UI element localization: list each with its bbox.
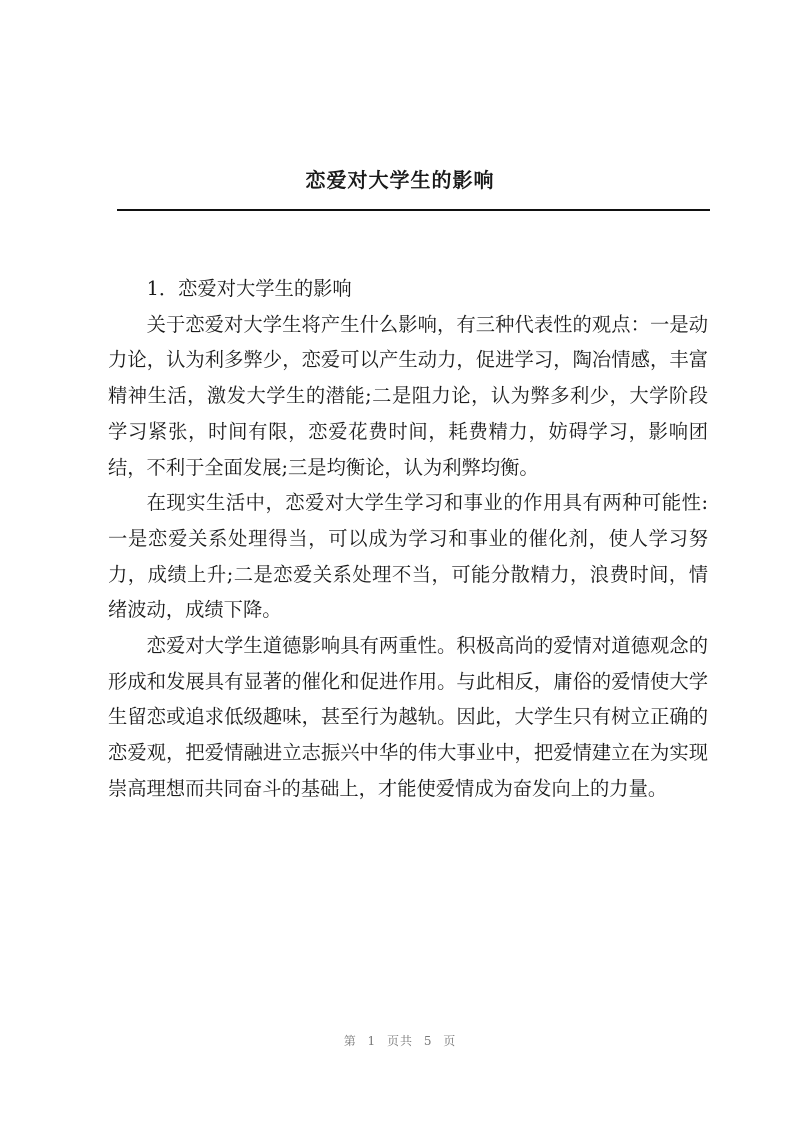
paragraph-2: 在现实生活中，恋爱对大学生学习和事业的作用具有两种可能性:一是恋爱关系处理得当，可以成为学习和事业的催化剂，使人学习努力，成绩上升;二是恋爱关系处理不当，可能分散精力，浪费时间，情绪波动，成绩下降。 <box>108 491 708 622</box>
title-underline <box>117 209 710 211</box>
section-heading: 1．恋爱对大学生的影响 <box>146 277 352 300</box>
paragraph-3: 恋爱对大学生道德影响具有两重性。积极高尚的爱情对道德观念的形成和发展具有显著的催化和促进作用。与此相反，庸俗的爱情使大学生留恋或追求低级趣味，甚至行为越轨。因此，大学生只有树立正确的恋爱观，把爱情融进立志振兴中华的伟大事业中，把爱情建立在为实现崇高理想而共同奋斗的基础上，才能使爱情成为奋发向上的力量。 <box>108 634 708 800</box>
document-body <box>108 271 708 807</box>
page-footer: 第 1 页共 5 页 <box>343 1034 457 1048</box>
document-title: 恋爱对大学生的影响 <box>305 168 495 192</box>
paragraph-1: 关于恋爱对大学生将产生什么影响，有三种代表性的观点：一是动力论，认为利多弊少，恋爱可以产生动力，促进学习，陶冶情感，丰富精神生活，激发大学生的潜能;二是阻力论，认为弊多利少，大学阶段学习紧张，时间有限，恋爱花费时间，耗费精力，妨碍学习，影响团结，不利于全面发展;三是均衡论，认为利弊均衡。 <box>108 312 708 479</box>
